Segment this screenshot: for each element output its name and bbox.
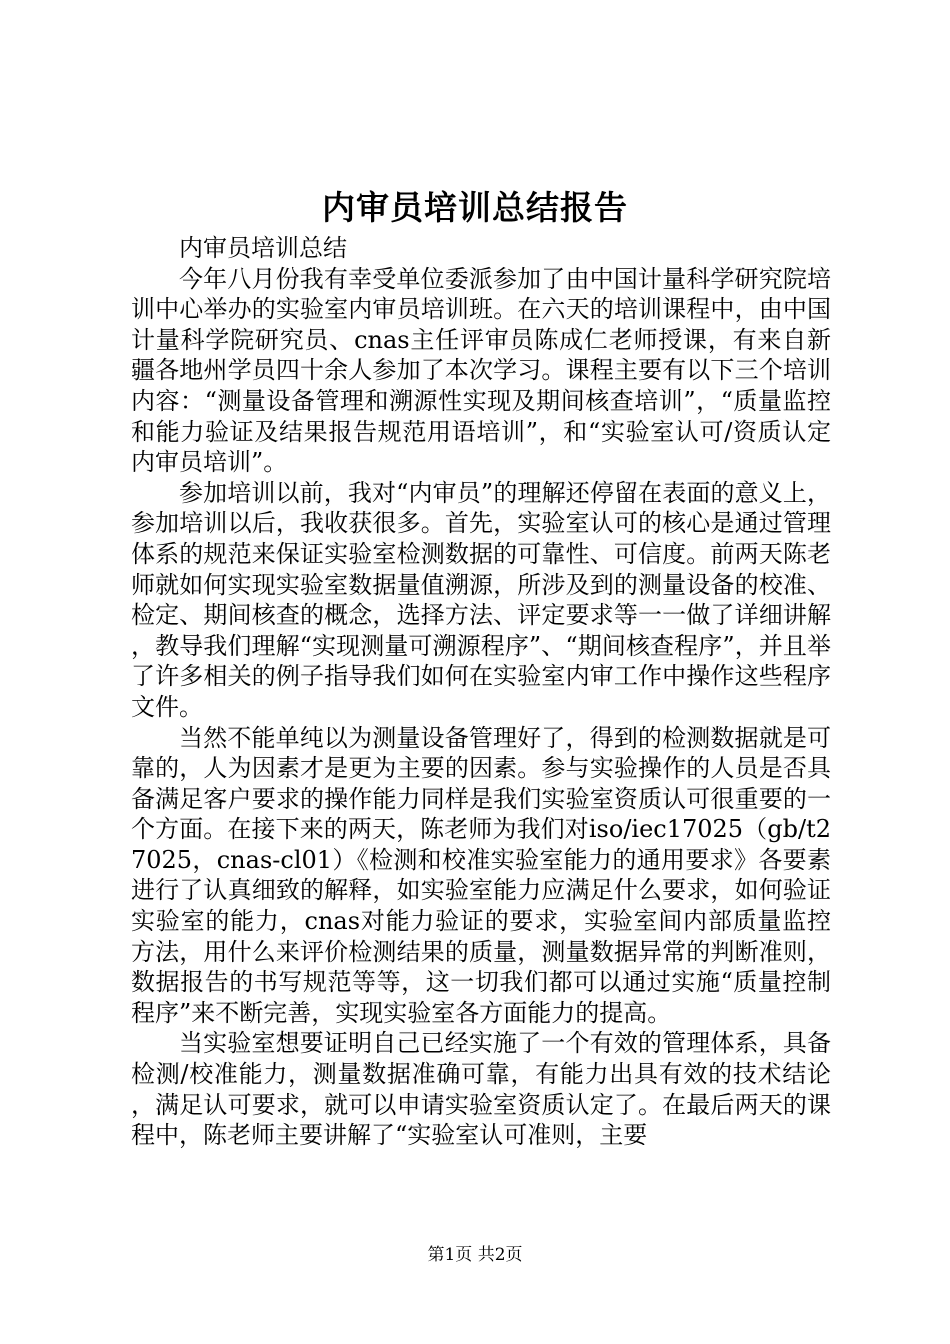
document-body	[131, 233, 831, 1151]
paragraph: 当实验室想要证明自己已经实施了一个有效的管理体系，具备检测/校准能力，测量数据准确可靠，有能力出具有效的技术结论，满足认可要求，就可以申请实验室资质认定了。在最后两天的课程中，陈老师主要讲解了“实验室认可准则，主要	[131, 1029, 831, 1150]
paragraph: 今年八月份我有幸受单位委派参加了由中国计量科学研究院培训中心举办的实验室内审员培训班。在六天的培训课程中，由中国计量科学院研究员、cnas主任评审员陈成仁老师授课，有来自新疆各地州学员四十余人参加了本次学习。课程主要有以下三个培训内容：“测量设备管理和溯源性实现及期间核查培训”，“质量监控和能力验证及结果报告规范用语培训”，和“实验室认可/资质认定内审员培训”。	[131, 264, 831, 477]
paragraph: 参加培训以前，我对“内审员”的理解还停留在表面的意义上，参加培训以后，我收获很多。首先，实验室认可的核心是通过管理体系的规范来保证实验室检测数据的可靠性、可信度。前两天陈老师就如何实现实验室数据量值溯源，所涉及到的测量设备的校准、检定、期间核查的概念，选择方法、评定要求等一一做了详细讲解，教导我们理解“实现测量可溯源程序”、“期间核查程序”，并且举了许多相关的例子指导我们如何在实验室内审工作中操作这些程序文件。	[131, 478, 831, 721]
paragraph: 当然不能单纯以为测量设备管理好了，得到的检测数据就是可靠的，人为因素才是更为主要的因素。参与实验操作的人员是否具备满足客户要求的操作能力同样是我们实验室资质认可很重要的一个方面。在接下来的两天，陈老师为我们对iso/iec17025（gb/t27025，cnas-cl01）《检测和校准实验室能力的通用要求》各要素进行了认真细致的解释，如实验室能力应满足什么要求，如何验证实验室的能力，cnas对能力验证的要求，实验室间内部质量监控方法，用什么来评价检测结果的质量，测量数据异常的判断准则，数据报告的书写规范等等，这一切我们都可以通过实施“质量控制程序”来不断完善，实现实验室各方面能力的提高。	[131, 723, 831, 1027]
document-title: 内审员培训总结报告	[322, 188, 628, 227]
paragraph-subtitle: 内审员培训总结	[179, 234, 347, 262]
page-number-footer: 第1页 共2页	[427, 1245, 523, 1265]
